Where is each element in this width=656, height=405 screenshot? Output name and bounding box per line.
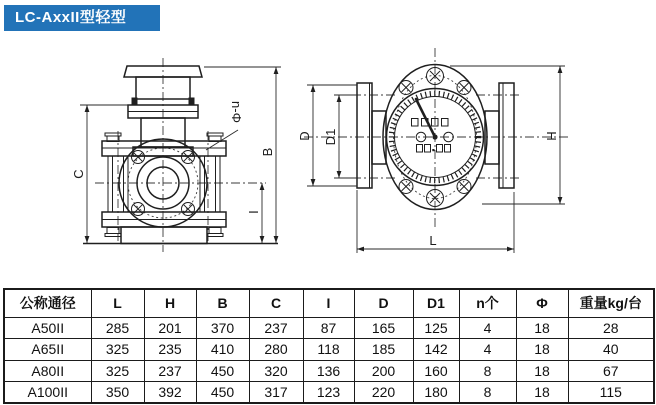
column-header: 重量kg/台: [568, 289, 654, 317]
dimension-C: [71, 105, 130, 243]
table-cell: 201: [144, 317, 196, 339]
table-cell: 136: [303, 360, 354, 382]
dimension-L: [357, 190, 514, 253]
table-cell: 237: [144, 360, 196, 382]
table-cell: 123: [303, 382, 354, 404]
table-cell: 200: [354, 360, 413, 382]
table-cell: 18: [516, 382, 568, 404]
table-cell: 4: [459, 317, 516, 339]
dim-label-B: B: [260, 147, 275, 157]
table-cell: 115: [568, 382, 654, 404]
table-cell: 317: [249, 382, 303, 404]
column-header: D1: [413, 289, 459, 317]
table-cell: 285: [91, 317, 144, 339]
column-header: H: [144, 289, 196, 317]
table-row: [4, 382, 654, 404]
table-cell: 410: [196, 339, 249, 361]
table-cell: 320: [249, 360, 303, 382]
dim-label-I: I: [246, 210, 261, 214]
spec-table-header-row: [4, 289, 654, 317]
table-cell: 18: [516, 317, 568, 339]
table-cell: 8: [459, 360, 516, 382]
table-cell: 392: [144, 382, 196, 404]
column-header: Φ: [516, 289, 568, 317]
table-row: [4, 360, 654, 382]
dimension-D1: [323, 95, 357, 178]
spec-table-body: [4, 317, 654, 403]
table-cell: 142: [413, 339, 459, 361]
table-cell: 40: [568, 339, 654, 361]
column-header: C: [249, 289, 303, 317]
inlet-flange: [357, 83, 386, 188]
table-cell: A65II: [4, 339, 91, 361]
table-cell: A80II: [4, 360, 91, 382]
dim-label-D: D: [297, 131, 312, 141]
table-cell: 280: [249, 339, 303, 361]
table-cell: 165: [354, 317, 413, 339]
table-cell: 325: [91, 360, 144, 382]
bolt-hole-label: n-Φ: [229, 101, 244, 123]
table-cell: 18: [516, 339, 568, 361]
table-cell: 350: [91, 382, 144, 404]
dim-label-L: L: [429, 233, 437, 248]
dimension-I: [246, 183, 264, 243]
table-row: [4, 339, 654, 361]
table-cell: A50II: [4, 317, 91, 339]
column-header: B: [196, 289, 249, 317]
table-cell: 450: [196, 382, 249, 404]
column-header: L: [91, 289, 144, 317]
dim-label-c: C: [71, 169, 86, 179]
dim-label-D1: D1: [323, 128, 338, 146]
column-header: 公称通径: [4, 289, 91, 317]
page-title: LC-AxxII型轻型: [4, 5, 160, 31]
dim-label-H: H: [544, 131, 559, 141]
counter-windows: [412, 119, 454, 153]
table-cell: 235: [144, 339, 196, 361]
table-cell: 28: [568, 317, 654, 339]
table-cell: 450: [196, 360, 249, 382]
table-cell: 160: [413, 360, 459, 382]
table-cell: A100II: [4, 382, 91, 404]
table-cell: 325: [91, 339, 144, 361]
table-cell: 185: [354, 339, 413, 361]
table-cell: 67: [568, 360, 654, 382]
table-row: [4, 317, 654, 339]
meter-body: [83, 133, 278, 244]
table-cell: 237: [249, 317, 303, 339]
table-cell: 220: [354, 382, 413, 404]
front-view-drawing: [71, 58, 281, 252]
spec-table: [3, 288, 655, 404]
side-view-drawing: [297, 48, 568, 253]
table-cell: 180: [413, 382, 459, 404]
bolt-hole-callout: [206, 101, 244, 150]
table-cell: 118: [303, 339, 354, 361]
dimension-B: [204, 67, 281, 243]
table-cell: 18: [516, 360, 568, 382]
column-header: D: [354, 289, 413, 317]
table-cell: 4: [459, 339, 516, 361]
column-header: n个: [459, 289, 516, 317]
table-cell: 8: [459, 382, 516, 404]
column-header: I: [303, 289, 354, 317]
table-cell: 87: [303, 317, 354, 339]
outlet-flange: [485, 83, 514, 188]
table-cell: 125: [413, 317, 459, 339]
table-cell: 370: [196, 317, 249, 339]
